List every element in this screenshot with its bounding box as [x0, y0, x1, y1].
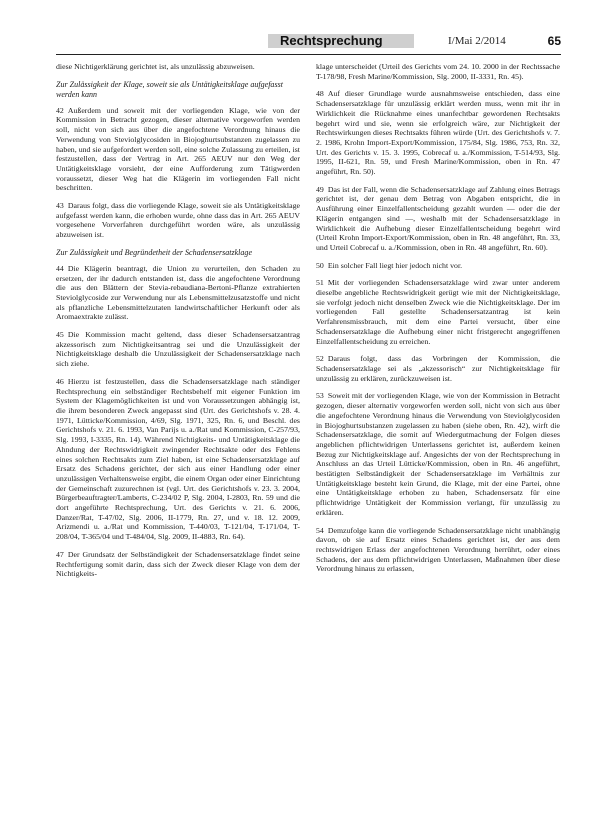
paragraph-number: 47 [56, 549, 64, 559]
paragraph-text: Daraus folgt, dass die vorliegende Klage, soweit sie als Untätigkeitsklage aufgefasst werden kann, die erhoben wurde, ohne dass das in Art. 265 AEUV vorgesehene Vorverfahren durchgeführt worden wäre, als unzulässig abzuweisen ist. [56, 201, 300, 240]
paragraph-number: 42 [56, 105, 64, 115]
paragraph-54 [316, 526, 560, 575]
paragraph-number: 48 [316, 89, 324, 99]
paragraph-53 [316, 391, 560, 517]
right-column [316, 62, 560, 824]
paragraph-number: 43 [56, 201, 64, 211]
header-rule [56, 54, 561, 55]
paragraph-number: 53 [316, 391, 324, 401]
section-title: Rechtsprechung [280, 33, 383, 48]
paragraph-46 [56, 377, 300, 542]
paragraph-number: 49 [316, 184, 324, 194]
paragraph-number: 52 [316, 354, 324, 364]
paragraph-51 [316, 278, 560, 346]
paragraph-text: Hierzu ist festzustellen, dass die Schadensersatzklage nach ständiger Rechtsprechung ein selbständiger Rechtsbehelf mit eigener Funktion im System der Klagemöglichkeiten ist und von Voraussetzungen abhängig ist, die ihrem besonderen Zweck angepasst sind (Urt. des Gerichtshofs v. 28. 4. 1971, Lütticke/Kommission, 4/69, Slg. 1971, 325, Rn. 6, und Beschl. des Gerichtshofs v. 21. 6. 1993, Van Parijs u. a./Rat und Kommission, C-257/93, Slg. 1993, I-3335, Rn. 14). Während Nichtigkeits- und Untätigkeitsklage die Ahndung der Rechtswidrigkeit zwingender Rechtsakte oder des Fehlens eines solchen Rechtsakts zum Ziel haben, ist eine Schadensersatzklage auf Ersatz des Schadens gerichtet, der sich aus einer Handlung oder einer unzulässigen Verhaltensweise ergibt, die einem Organ oder einer Einrichtung der Gemeinschaft zuzurechnen ist (vgl. Urt. des Gerichtshofs v. 23. 3. 2004, Bürgerbeauftragter/Lamberts, C-234/02 P, Slg. 2004, I-2803, Rn. 59 und die dort angeführte Rechtsprechung, Urt. des Gerichts v. 21. 6. 2006, Danzer/Rat, T-47/02, Slg. 2006, II-1779, Rn. 27, und v. 18. 12. 2009, Arizmendi u. a./Rat und Kommission, T-440/03, T-121/04, T-171/04, T-208/04, T-365/04 und T-484/04, Slg. 2009, II-4883, Rn. 64). [56, 376, 300, 542]
paragraph-text: Die Klägerin beantragt, die Union zu verurteilen, den Schaden zu ersetzen, der ihr dadurch entstanden ist, dass die angefochtene Verordnung die aus den Blättern der Stevia-rebaudiana-Bertoni-Pflanze extrahierten Steviolglycoside zur Verwendung nur als Lebensmittelzusatzstoffe und nicht als pflanzliche Lebensmittelzutaten landwirtschaftlicher Herkunft oder als Aromaextrakte zulässt. [56, 263, 300, 322]
paragraph-text: Die Kommission macht geltend, dass dieser Schadensersatzantrag akzessorisch zum Nichtigkeitsantrag sei und die Unzulässigkeit der Nichtigkeitsklage deshalb die Unzulässigkeit der Schadensersatzklage nach sich ziehe. [56, 330, 300, 369]
paragraph-42 [56, 106, 300, 193]
paragraph-text: Außerdem und soweit mit der vorliegenden Klage, wie von der Kommission in Betracht gezogen, dieser alternative vorgeworfen werden soll, nicht von sich aus über die angefochtene Verordnung hinaus die Verwendung von Steviolglycosiden in Biojoghurtsubstanzen zugelassen zu haben, und sie aufgefordert werden soll, eine solche Zulassung zu erteilen, ist festzustellen, dass der Vertrag in Art. 265 AEUV nur den Weg der Untätigkeitsklage vorsieht, der eine Aufforderung zum Tätigwerden voraussetzt, dieser Weg hat die Klägerin im vorliegenden Fall nicht beschritten. [56, 105, 300, 193]
continued-paragraph: klage unterscheidet (Urteil des Gerichts vom 24. 10. 2000 in der Rechtssache T-178/98, Fresh Marine/Kommission, Slg. 2000, II-3331, Rn. 45). [316, 62, 560, 81]
paragraph-text: Ein solcher Fall liegt hier jedoch nicht vor. [327, 260, 463, 270]
paragraph-52 [316, 354, 560, 383]
paragraph-45 [56, 330, 300, 369]
section-heading-inactivity: Zur Zulässigkeit der Klage, soweit sie als Untätigkeitsklage aufgefasst werden kann [56, 79, 283, 99]
paragraph-number: 51 [316, 278, 324, 288]
paragraph-48 [316, 89, 560, 176]
paragraph-50 [316, 261, 560, 271]
page-header [56, 32, 561, 52]
paragraph-text: Daraus folgt, dass das Vorbringen der Kommission, die Schadensersatzklage sei als „akzessorisch“ zur Nichtigkeitsklage für unzulässig zu erklären, zurückzuweisen ist. [316, 354, 560, 383]
paragraph-text: Der Grundsatz der Selbständigkeit der Schadensersatzklage findet seine Rechtfertigung somit darin, dass sich der Zweck dieser Klage von dem der Nichtigkeits- [56, 549, 300, 579]
intro-paragraph: diese Nichtigerklärung gerichtet ist, als unzulässig abzuweisen. [56, 62, 255, 71]
journal-reference: I/Mai 2/2014 [448, 35, 506, 47]
section-heading-damages: Zur Zulässigkeit und Begründetheit der Schadensersatzklage [56, 247, 253, 257]
paragraph-47 [56, 550, 300, 579]
paragraph-number: 44 [56, 263, 64, 273]
paragraph-number: 45 [56, 330, 64, 340]
left-column [56, 62, 300, 824]
paragraph-49 [316, 185, 560, 253]
paragraph-text: Soweit mit der vorliegenden Klage, wie von der Kommission in Betracht gezogen, dieser alternativ vorgeworfen werden soll, nicht von sich aus über die angefochtene Verordnung hinaus die Verwendung von Steviolglycosiden in Biojoghurtsubstanzen zugelassen zu haben (siehe oben, Rn. 42), wirft die Schadensersatzklage, die somit auf Wiedergutmachung der Folgen dieses angeblichen pflichtwidrigen Unterlassens gerichtet ist, außerdem keinen Bezug zur Nichtigkeitsklage auf. Angesichts der von der Rechtsprechung in Anschluss an das Urteil Lütticke/Kommission, oben in Rn. 46 angeführt, bestätigten Selbständigkeit der Schadensersatzklage im Verhältnis zur Untätigkeitsklage besteht kein Grund, die Klage, mit der eine Partei, ohne eine Untätigkeitsklage erhoben zu haben, Schadensersatz für eine pflichtwidrige Untätigkeit der Kommission verlangt, für unzulässig zu erklären. [316, 391, 560, 517]
paragraph-number: 46 [56, 376, 64, 386]
paragraph-text: Das ist der Fall, wenn die Schadensersatzklage auf Zahlung eines Betrags gerichtet ist, der genau dem Betrag von Abgaben entspricht, die in Ausführung einer Einzelfallentscheidung gezahlt wurden — oder die der Klägerin entgangen sind —, weshalb mit der Schadensersatzklage in Wirklichkeit die Aufhebung dieser Einzelfallentscheidung begehrt wird (Urteil Krohn Import-Export/Kommission, oben in Rn. 48 angeführt, Rn. 33, und Urteil Cobrecaf u. a./Kommission, oben in Rn. 48 angeführt, Rn. 60). [316, 184, 560, 252]
paragraph-text: Mit der vorliegenden Schadensersatzklage wird zwar unter anderem dieselbe angebliche Rechtswidrigkeit gerügt wie mit der Nichtigkeitsklage, sie verfolgt jedoch nicht denselben Zweck wie die Nichtigkeitsklage. Der im vorliegenden Fall gestellte Schadensersatzantrag ist kein Verfahrensmissbrauch, mit dem eine Partei versucht, über eine Schadensersatzklage die Aufhebung einer nicht fristgerecht angegriffenen Einzelfallentscheidung zu erreichen. [316, 278, 560, 346]
page-number: 65 [547, 34, 561, 48]
paragraph-text: Auf dieser Grundlage wurde ausnahmsweise entschieden, dass eine Schadensersatzklage für unzulässig erklärt werden muss, wenn mit ihr in Wirklichkeit die Rücknahme eines unanfechtbar gewordenen Rechtsakts begehrt wird und sie, wenn sie erfolgreich wäre, zur Nichtigkeit der Rechtswirkungen dieses Rechtsakts führen würde (Urt. des Gerichtshofs v. 7. 2. 1986, Krohn Import-Export/Kommission, 175/84, Slg. 1986, 753, Rn. 32, Urt. des Gerichts v. 15. 3. 1995, Cobrecaf u. a./Kommission, T-514/93, Slg. 1995, II-621, Rn. 59, und Fresh Marine/Kommission, oben in Rn. 47 angeführt, Rn. 50). [316, 89, 560, 177]
paragraph-44 [56, 264, 300, 322]
paragraph-text: Demzufolge kann die vorliegende Schadensersatzklage nicht unabhängig davon, ob sie auf Ersatz eines Schadens gerichtet ist, der aus dem rechtswidrigen Erlass der angefochtenen Verordnung herrührt, oder eines Schadens, der aus dem pflichtwidrigen Unterlassen, Maßnahmen über diese Verordnung hinaus zu erlassen, [316, 525, 560, 574]
paragraph-number: 50 [316, 260, 324, 270]
paragraph-number: 54 [316, 525, 324, 535]
paragraph-43 [56, 201, 300, 240]
